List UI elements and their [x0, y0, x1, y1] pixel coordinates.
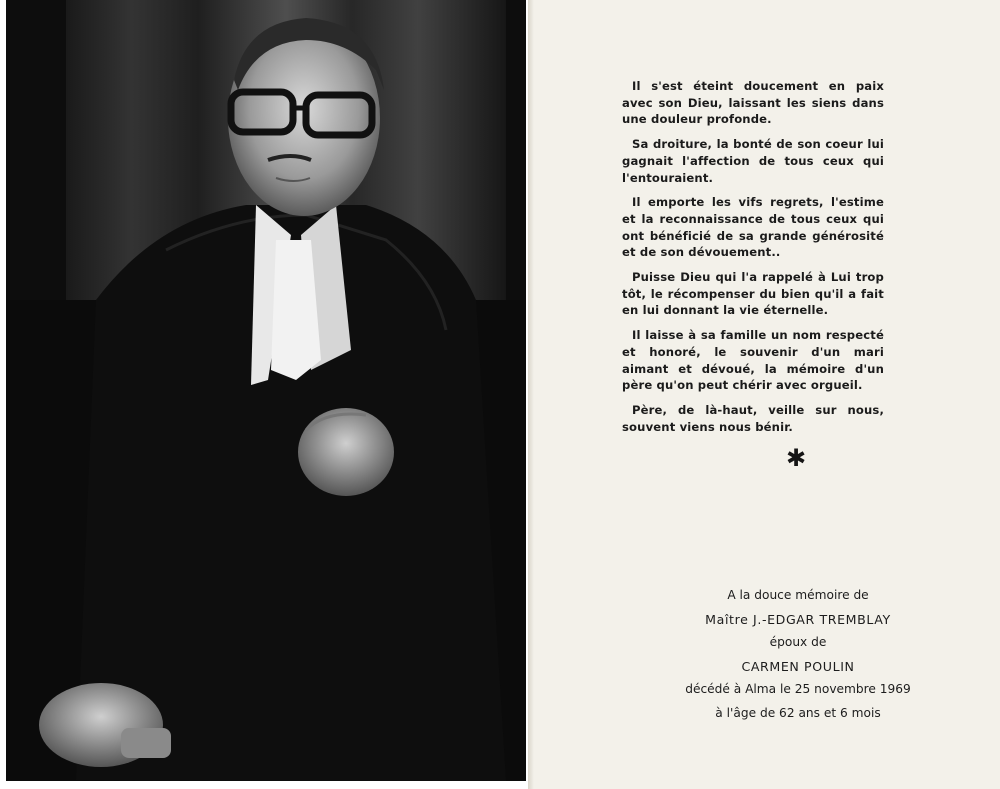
poem-text: [622, 78, 884, 443]
poem-paragraph: Père, de là-haut, veille sur nous, souvent viens nous bénir.: [622, 402, 884, 434]
dedication-line: époux de: [769, 635, 827, 650]
portrait-photo: [6, 0, 526, 781]
spouse-name: CARMEN POULIN: [741, 658, 855, 674]
poem-paragraph: Il laisse à sa famille un nom respecté et honoré, le souvenir d'un mari aimant et dévoué, la mémoire d'un père qu'on peut chérir avec orgueil.: [622, 328, 884, 393]
poem-paragraph: Puisse Dieu qui l'a rappelé à Lui trop tôt, le récompenser du bien qu'il a fait en lui donnant la vie éternelle.: [622, 270, 884, 318]
deceased-name: Maître J.-EDGAR TREMBLAY: [705, 611, 891, 627]
poem-paragraph: Il emporte les vifs regrets, l'estime et la reconnaissance de tous ceux qui ont bénéficié de sa grande générosité et de son dévouement..: [622, 195, 884, 260]
memorial-dedication: [558, 584, 1000, 726]
poem-paragraph: Il s'est éteint doucement en paix avec son Dieu, laissant les siens dans une douleur profonde.: [622, 79, 884, 127]
portrait-illustration: [6, 0, 526, 781]
dedication-line: A la douce mémoire de: [727, 588, 869, 602]
age-line: à l'âge de 62 ans et 6 mois: [715, 705, 881, 720]
memorial-card-text-panel: [528, 0, 1000, 789]
death-date-line: décédé à Alma le 25 novembre 1969: [685, 682, 911, 697]
poem-paragraph: Sa droiture, la bonté de son coeur lui gagnait l'affection de tous ceux qui l'entouraient.: [622, 137, 884, 185]
asterisk-ornament-icon: ✱: [786, 444, 807, 472]
